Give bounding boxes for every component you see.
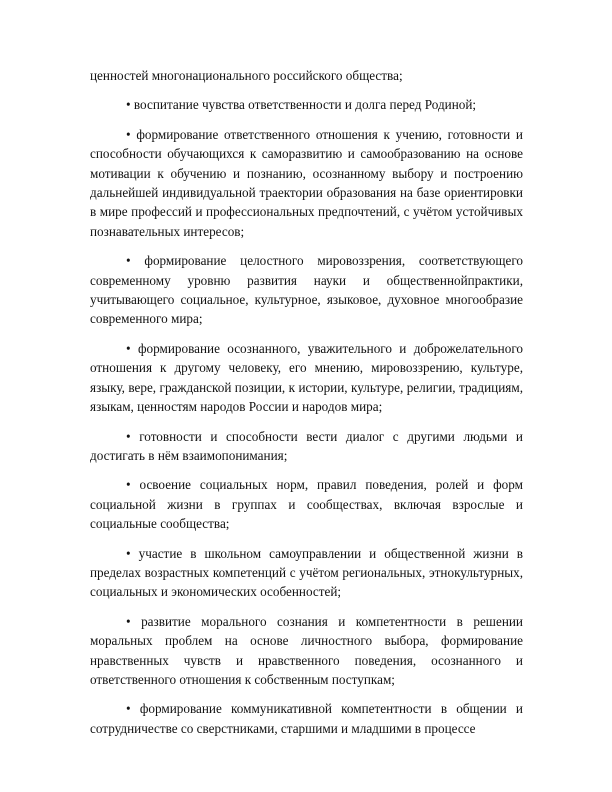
paragraph-continuation: ценностей многонационального российского общества; (90, 68, 403, 83)
bullet-item-dialogue: • готовности и способности вести диалог с другими людьми и достигать в нём взаимопонимания; (90, 428, 523, 463)
bullet-item-respect: • формирование осознанного, уважительного и доброжелательного отношения к другому человеку, его мнению, мировоззрению, культуре, языку, вере, гражданской позиции, к истории, культуре, религии, традициям, языкам, ценностям народов России и народов мира; (90, 340, 523, 415)
bullet-item-responsibility: • воспитание чувства ответственности и долга перед Родиной; (126, 97, 477, 113)
bullet-item-communication: • формирование коммуникативной компетентности в общении и сотрудничестве со сверстниками, старшими и младшими в процессе (90, 701, 523, 736)
bullet-item-worldview: • формирование целостного мировоззрения, соответствующего современному уровню развития науки и общественнойпрактики, учитывающего социальное, культурное, языковое, духовное многообразие современного мира; (90, 253, 523, 327)
bullet-item-social-norms: • освоение социальных норм, правил поведения, ролей и форм социальной жизни в группах и сообществах, включая взрослые и социальные сообщества; (90, 477, 523, 532)
document-page (90, 66, 523, 748)
bullet-item-learning-attitude: • формирование ответственного отношения к учению, готовности и способности обучающихся к саморазвитию и самообразованию на основе мотивации к обучению и познанию, осознанному выбору и построению дальнейшей индивидуальной траектории образования на базе ориентировки в мире профессий и профессиональных предпочтений, с учётом устойчивых познавательных интересов; (90, 126, 523, 239)
bullet-item-self-government: • участие в школьном самоуправлении и общественной жизни в пределах возрастных компетенций с учётом региональных, этнокультурных, социальных и экономических особенностей; (90, 545, 523, 600)
bullet-item-moral-consciousness: • развитие морального сознания и компетентности в решении моральных проблем на основе личностного выбора, формирование нравственных чувств и нравственного поведения, осознанного и ответственного отношения к собственным поступкам; (90, 613, 523, 687)
